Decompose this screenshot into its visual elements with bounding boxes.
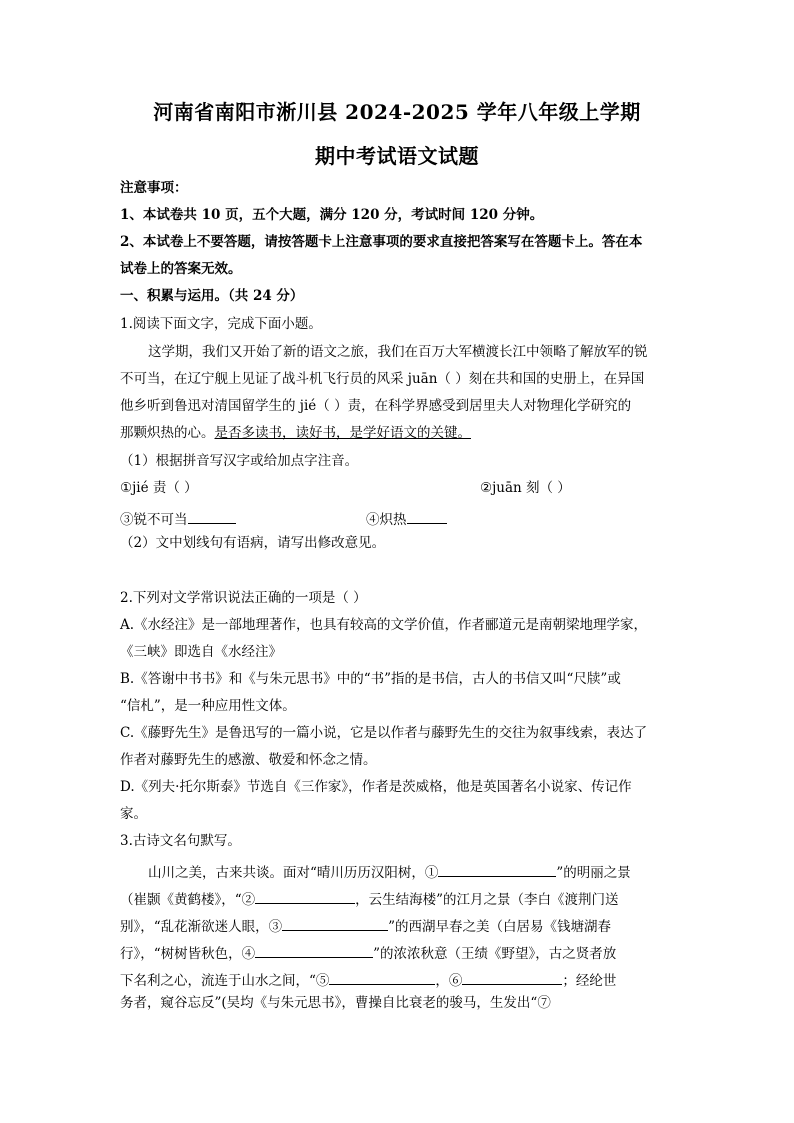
q1-underlined-sentence: 是否多读书，读好书，是学好语文的关键。 <box>214 425 471 441</box>
q1-sub2: （2）文中划线句有语病，请写出修改意见。 <box>120 535 386 551</box>
q1-option-3: ③锐不可当 <box>120 512 236 528</box>
answer-blank[interactable] <box>407 509 447 524</box>
q2-option-c-line2: 作者对藤野先生的感激、敬爱和怀念之情。 <box>120 752 377 768</box>
q3-line6: 务者，窥谷忘反”(吴均《与朱元思书》，曹操自比衰老的骏马，生发出“⑦ <box>120 995 551 1011</box>
q1-passage-line3: 他乡听到鲁迅对清国留学生的 jié（ ）责，在科学界感受到居里夫人对物理化学研究的 <box>120 398 632 414</box>
answer-blank-2[interactable] <box>255 889 355 904</box>
q1-stem: 1.阅读下面文字，完成下面小题。 <box>120 316 322 332</box>
q3-stem: 3.古诗文名句默写。 <box>120 833 241 849</box>
q1-passage-plain: 那颗炽热的心。 <box>120 425 215 441</box>
q3-line3: 别》，“乱花渐欲迷人眼，③ ”的西湖早春之美（白居易《钱塘湖春 <box>120 916 680 935</box>
q2-option-d-line2: 家。 <box>120 806 147 822</box>
q2-option-c-line1: C.《藤野先生》是鲁迅写的一篇小说，它是以作者与藤野先生的交往为叙事线索，表达了 <box>120 725 648 741</box>
q1-option-2: ②juān 刻（ ） <box>480 480 571 496</box>
exam-title-line2: 期中考试语文试题 <box>315 144 479 168</box>
answer-blank-1[interactable] <box>438 862 556 877</box>
notes-heading: 注意事项： <box>120 180 188 196</box>
q1-options-row1 <box>120 482 680 496</box>
q1-options-row2 <box>120 509 680 528</box>
notes-item-2b: 试卷上的答案无效。 <box>120 261 242 277</box>
notes-item-2a: 2、本试卷上不要答题，请按答题卡上注意事项的要求直接把答案写在答题卡上。答在本 <box>120 234 643 250</box>
answer-blank-4[interactable] <box>255 943 373 958</box>
answer-blank-6[interactable] <box>462 970 562 985</box>
q3-line5: 下名利之心，流连于山水之间，“⑤ ，⑥ ；经纶世 <box>120 970 680 989</box>
q3-line1: 山川之美，古来共谈。面对“晴川历历汉阳树，① ”的明丽之景 <box>148 862 708 881</box>
q2-option-a-line2: 《三峡》即选自《水经注》 <box>120 644 282 660</box>
q2-option-d-line1: D.《列夫·托尔斯泰》节选自《三作家》，作者是茨威格，他是英国著名小说家、传记作 <box>120 779 632 795</box>
q1-passage-line2: 不可当，在辽宁舰上见证了战斗机飞行员的风采 juān（ ）刻在共和国的史册上，在异国 <box>120 371 645 387</box>
q1-option-1: ①jié 责（ ） <box>120 480 198 496</box>
q1-passage-line1: 这学期，我们又开始了新的语文之旅，我们在百万大军横渡长江中领略了解放军的锐 <box>148 344 648 360</box>
q1-passage-line4 <box>120 427 680 441</box>
q3-line2: （崔颢《黄鹤楼》，“② ，云生结海楼”的江月之景（李白《渡荆门送 <box>120 889 680 908</box>
notes-item-1: 1、本试卷共 10 页，五个大题，满分 120 分，考试时间 120 分钟。 <box>120 207 544 223</box>
answer-blank[interactable] <box>188 509 236 524</box>
section1-heading: 一、积累与运用。（共 24 分） <box>120 288 304 304</box>
answer-blank-3[interactable] <box>282 916 388 931</box>
q2-option-b-line2: “信札”，是一种应用性文体。 <box>120 698 296 714</box>
exam-title-line1: 河南省南阳市淅川县 2024-2025 学年八年级上学期 <box>153 100 641 124</box>
q3-line4: 行》，“树树皆秋色，④ ”的浓浓秋意（王绩《野望》，古之贤者放 <box>120 943 680 962</box>
q1-sub1: （1）根据拼音写汉字或给加点字注音。 <box>120 453 359 469</box>
q2-option-a-line1: A.《水经注》是一部地理著作，也具有较高的文学价值，作者郦道元是南朝梁地理学家， <box>120 617 648 633</box>
answer-blank-5[interactable] <box>329 970 435 985</box>
q1-option-4: ④炽热 <box>366 509 447 528</box>
q2-option-b-line1: B.《答谢中书书》和《与朱元思书》中的“书”指的是书信，古人的书信又叫“尺牍”或 <box>120 671 621 687</box>
q2-stem: 2.下列对文学常识说法正确的一项是（ ） <box>120 590 367 606</box>
